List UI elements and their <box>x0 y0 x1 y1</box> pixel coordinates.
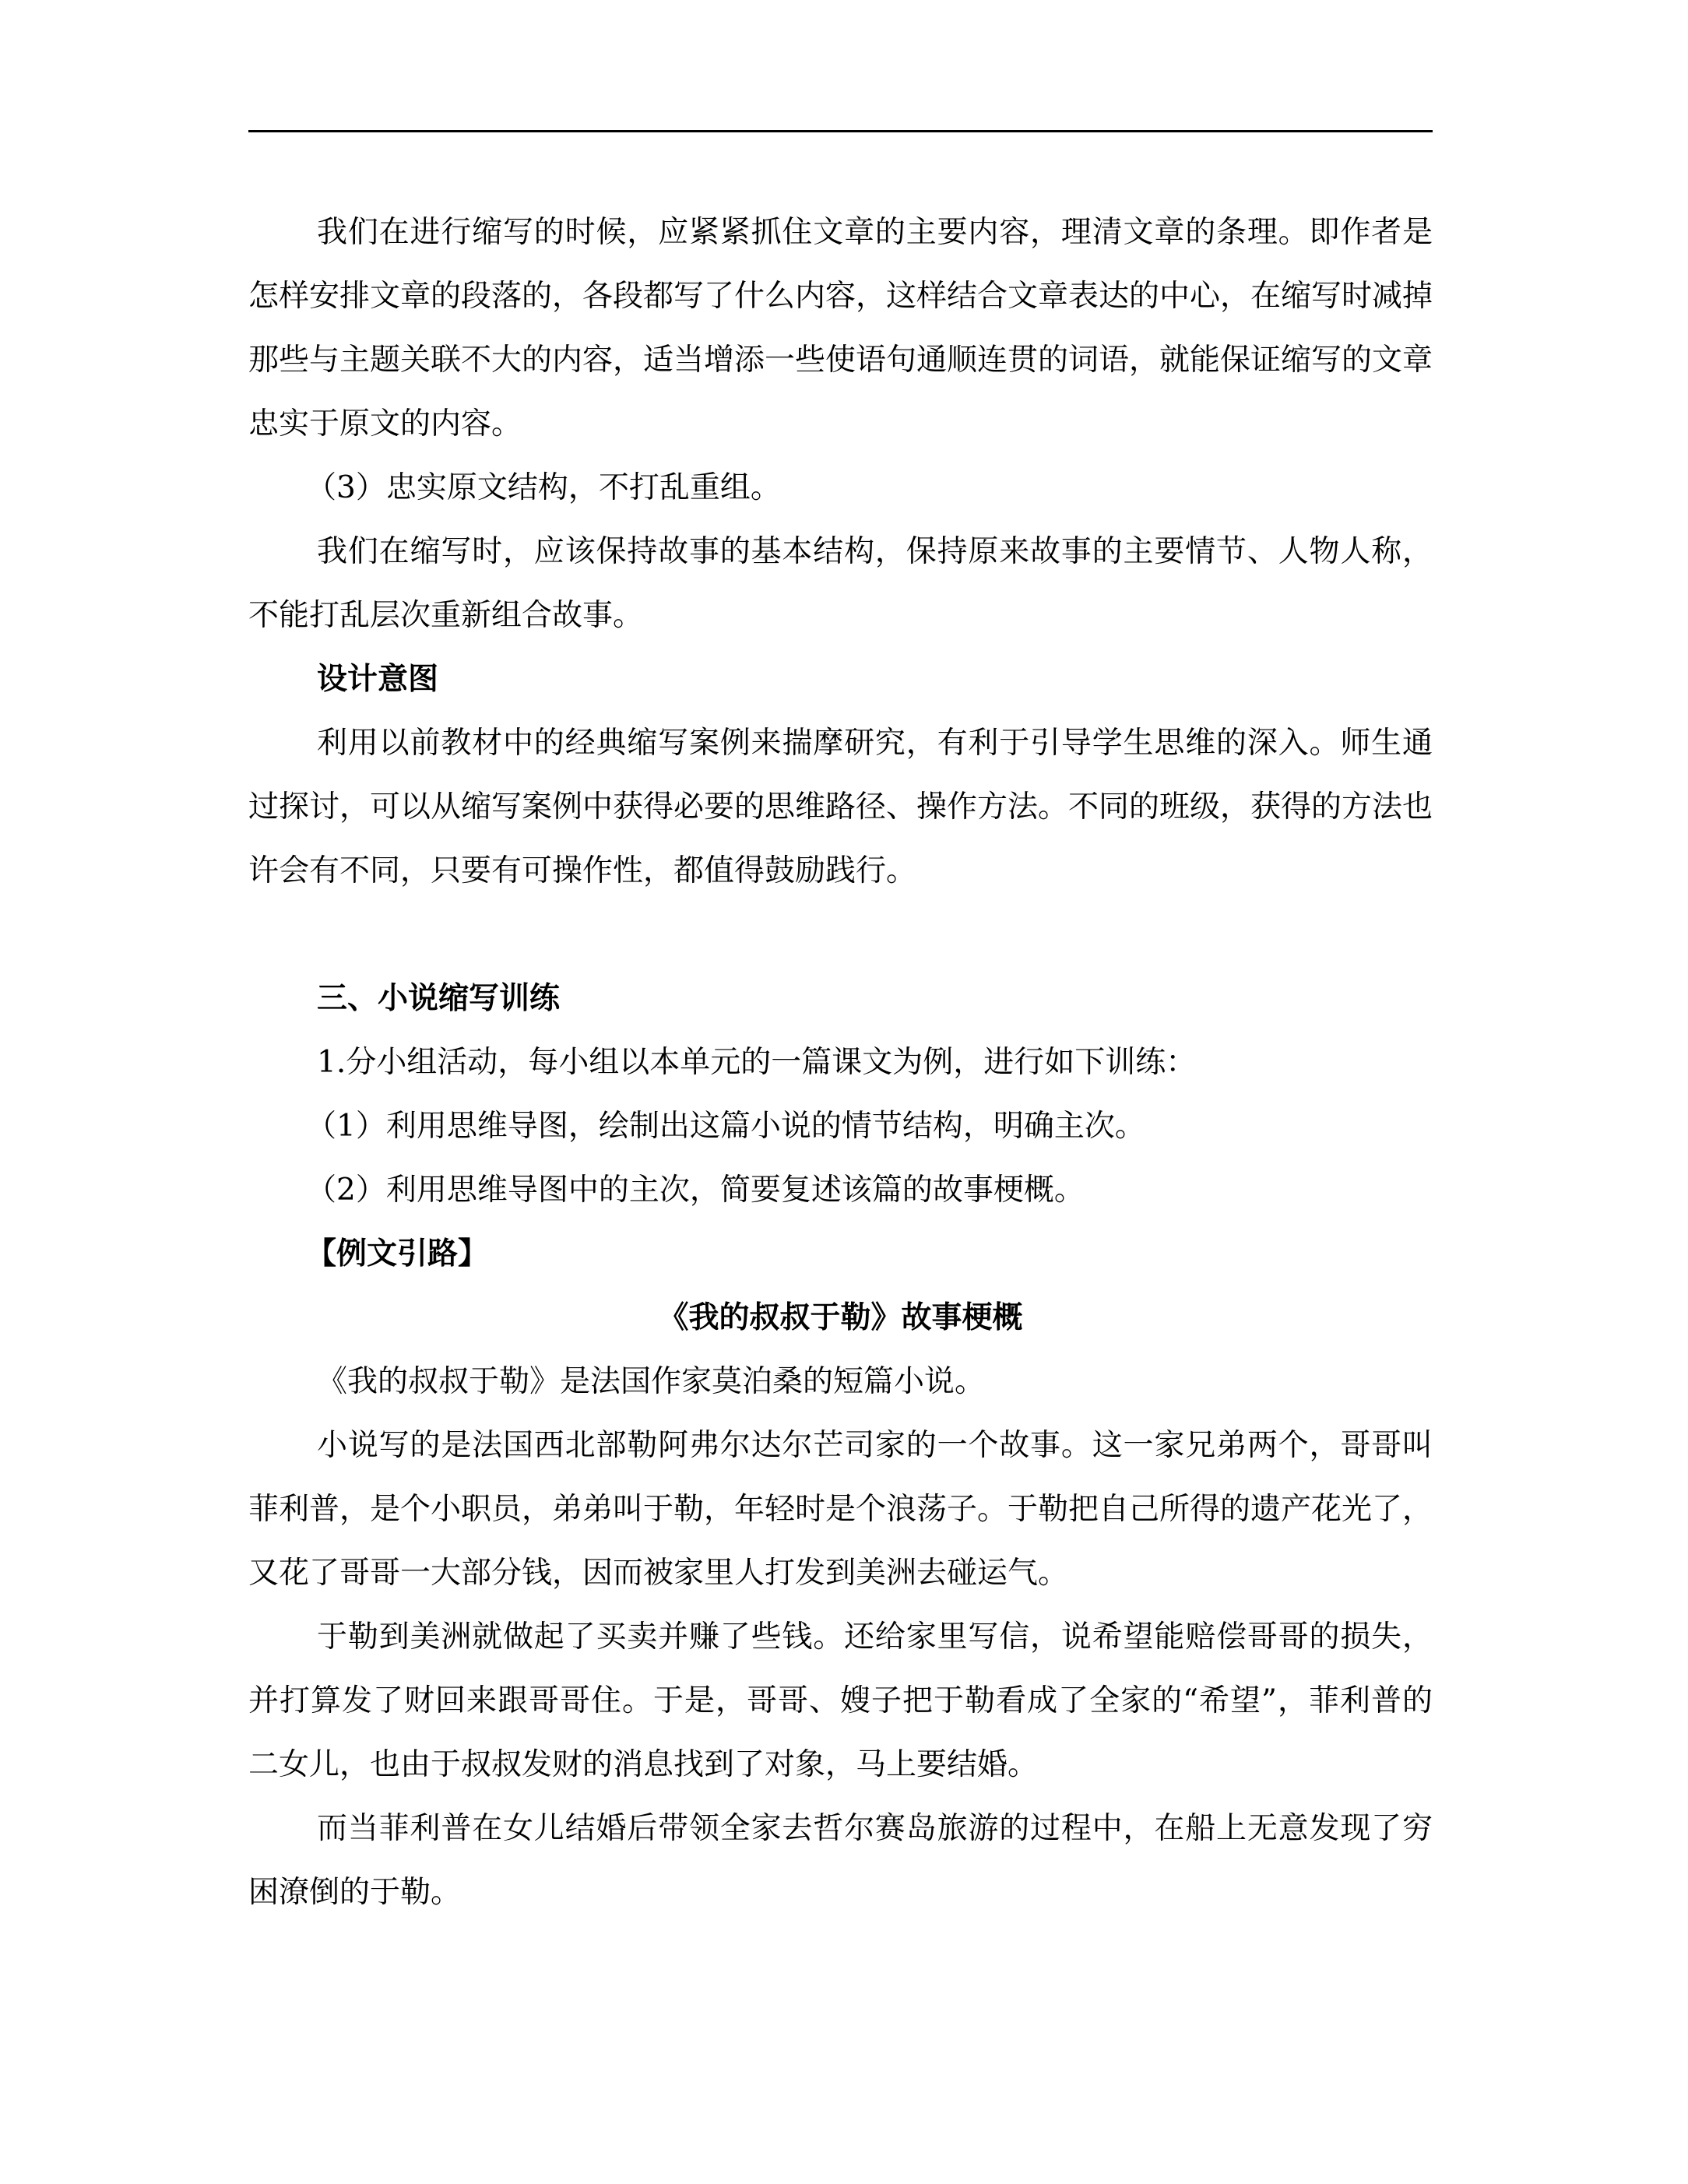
list-item: 1.分小组活动，每小组以本单元的一篇课文为例，进行如下训练： <box>317 1045 1197 1080</box>
paragraph: 小说写的是法国西北部勒阿弗尔达尔芒司家的一个故事。这一家兄弟两个，哥哥叫菲利普，是个小职员，弟弟叫于勒，年轻时是个浪荡子。于勒把自己所得的遗产花光了，又花了哥哥一大部分钱，因而被家里人打发到美洲去碰运气。 <box>248 1428 1433 1591</box>
paragraph: 《我的叔叔于勒》是法国作家莫泊桑的短篇小说。 <box>317 1364 986 1399</box>
paragraph: 于勒到美洲就做起了买卖并赚了些钱。还给家里写信，说希望能赔偿哥哥的损失，并打算发了财回来跟哥哥住。于是，哥哥、嫂子把于勒看成了全家的“希望”，菲利普的二女儿，也由于叔叔发财的消息找到了对象，马上要结婚。 <box>248 1620 1433 1782</box>
story-title: 《我的叔叔于勒》故事梗概 <box>658 1300 1023 1335</box>
paragraph: 我们在进行缩写的时候，应紧紧抓住文章的主要内容，理清文章的条理。即作者是怎样安排文章的段落的，各段都写了什么内容，这样结合文章表达的中心，在缩写时减掉那些与主题关联不大的内容，适当增添一些使语句通顺连贯的词语，就能保证缩写的文章忠实于原文的内容。 <box>248 215 1433 441</box>
list-item: （3）忠实原文结构，不打乱重组。 <box>306 470 781 505</box>
document-body <box>248 201 1433 1925</box>
paragraph: 我们在缩写时，应该保持故事的基本结构，保持原来故事的主要情节、人物人称，不能打乱层次重新组合故事。 <box>248 534 1433 633</box>
paragraph: 利用以前教材中的经典缩写案例来揣摩研究，有利于引导学生思维的深入。师生通过探讨，可以从缩写案例中获得必要的思维路径、操作方法。不同的班级，获得的方法也许会有不同，只要有可操作性，都值得鼓励践行。 <box>248 726 1433 888</box>
paragraph: 而当菲利普在女儿结婚后带领全家去哲尔赛岛旅游的过程中，在船上无意发现了穷困潦倒的于勒。 <box>248 1811 1433 1910</box>
list-item: （1）利用思维导图，绘制出这篇小说的情节结构，明确主次。 <box>306 1109 1145 1144</box>
section-heading: 设计意图 <box>317 662 439 697</box>
section-heading: 【例文引路】 <box>306 1236 489 1271</box>
list-item: （2）利用思维导图中的主次，简要复述该篇的故事梗概。 <box>306 1173 1085 1208</box>
section-heading: 三、小说缩写训练 <box>317 981 561 1016</box>
spacer <box>248 903 1433 967</box>
header-rule <box>248 130 1433 132</box>
